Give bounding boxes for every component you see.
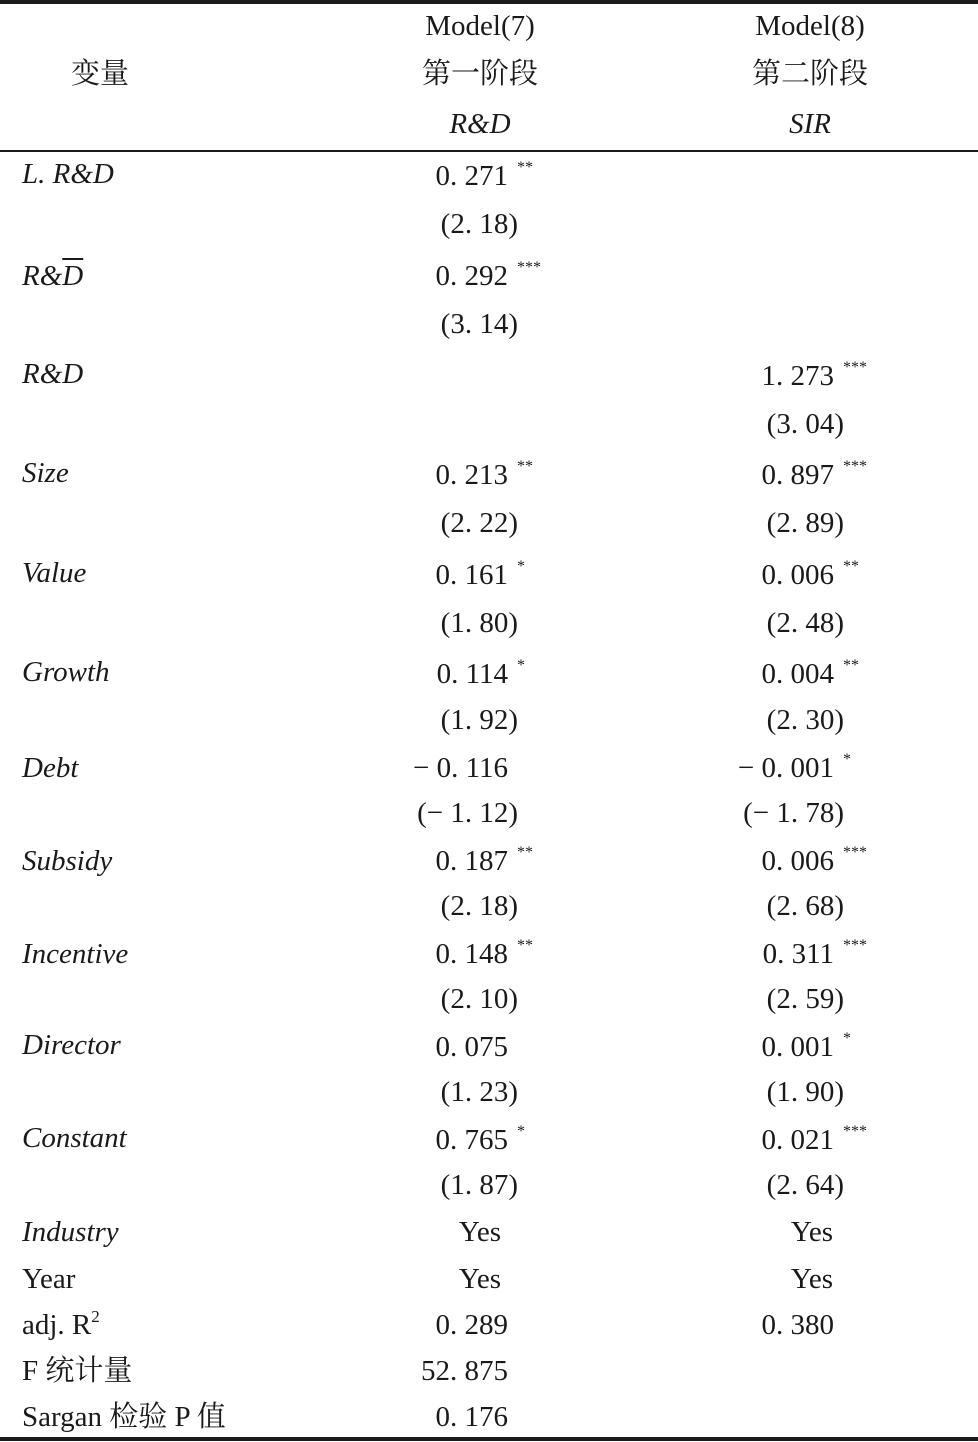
c1-significance-stars: *: [517, 657, 525, 674]
variable-name: R&D: [22, 358, 84, 390]
c2-t-statistic: (2. 68): [766, 890, 844, 922]
variable-label: [22, 1124, 127, 1153]
sargan-col1: 0. 176: [435, 1401, 508, 1433]
c2-t-statistic: (1. 90): [766, 1076, 844, 1108]
col1-depvar: R&D: [449, 108, 511, 140]
col1-stage: 第一阶段: [421, 58, 538, 90]
c2-significance-stars: **: [843, 558, 859, 575]
c2-significance-stars: **: [843, 657, 859, 674]
c2-coefficient: 0. 001: [761, 1031, 834, 1063]
f-stat-label: F 统计量: [22, 1355, 133, 1387]
c2-t-statistic: (− 1. 78): [743, 797, 844, 829]
c1-significance-stars: **: [517, 844, 533, 861]
variable-prefix: R&: [22, 260, 63, 292]
col1-model: Model(7): [425, 10, 535, 42]
variable-name: Debt: [22, 752, 79, 784]
c2-t-statistic: (2. 30): [766, 704, 844, 736]
c2-coefficient: 0. 021: [761, 1124, 834, 1156]
c2-coefficient: 0. 897: [761, 459, 834, 491]
col2-model: Model(8): [755, 10, 865, 42]
variable-label: [22, 160, 114, 189]
c2-significance-stars: ***: [843, 937, 867, 954]
variable-name: Director: [22, 1029, 121, 1061]
c2-t-statistic: (2. 64): [766, 1169, 844, 1201]
c1-coefficient: 0. 765: [435, 1124, 508, 1156]
variable-label: [22, 658, 110, 687]
variable-label: [22, 360, 83, 389]
c2-significance-stars: ***: [843, 844, 867, 861]
sargan-label: Sargan 检验 P 值: [22, 1401, 226, 1433]
variable-label: [22, 262, 83, 291]
c1-coefficient: − 0. 116: [412, 752, 508, 784]
c2-significance-stars: ***: [843, 1123, 867, 1140]
c1-coefficient: 0. 213: [435, 459, 508, 491]
variable-name: Constant: [22, 1122, 127, 1154]
variable-name: Growth: [22, 656, 110, 688]
variable-name: Subsidy: [22, 845, 113, 877]
variable-label: [22, 1031, 121, 1060]
c1-t-statistic: (− 1. 12): [417, 797, 518, 829]
variable-name: $\overline{D}$: [62, 260, 84, 292]
c2-t-statistic: (3. 04): [766, 408, 844, 440]
c1-t-statistic: (2. 10): [440, 983, 518, 1015]
c1-t-statistic: (2. 18): [440, 208, 518, 240]
industry-label: Industry: [22, 1216, 119, 1248]
c1-coefficient: 0. 271: [435, 160, 508, 192]
col2-stage: 第二阶段: [751, 58, 868, 90]
year-col2: Yes: [790, 1263, 834, 1295]
c2-coefficient: 0. 311: [762, 938, 834, 970]
year-col1: Yes: [458, 1263, 502, 1295]
variable-prefix: L.: [22, 158, 53, 190]
c1-significance-stars: ***: [517, 259, 541, 276]
variable-header: 变量: [70, 58, 129, 90]
top-rule: [0, 0, 978, 4]
c1-coefficient: 0. 161: [435, 559, 508, 591]
c2-significance-stars: *: [843, 751, 851, 768]
c1-coefficient: 0. 292: [435, 260, 508, 292]
variable-name: Incentive: [22, 938, 129, 970]
c2-significance-stars: ***: [843, 359, 867, 376]
f-stat-col1: 52. 875: [421, 1355, 508, 1387]
c1-t-statistic: (3. 14): [440, 308, 518, 340]
c2-coefficient: − 0. 001: [737, 752, 834, 784]
variable-label: [22, 847, 112, 876]
adj-r2-text: adj. R: [22, 1309, 92, 1341]
c1-t-statistic: (1. 92): [440, 704, 518, 736]
c1-significance-stars: *: [517, 558, 525, 575]
c1-significance-stars: **: [517, 159, 533, 176]
year-label: Year: [22, 1263, 76, 1295]
c2-significance-stars: ***: [843, 458, 867, 475]
variable-name: Size: [22, 457, 69, 489]
col2-depvar: SIR: [789, 108, 831, 140]
variable-label: [22, 754, 78, 783]
c2-significance-stars: *: [843, 1030, 851, 1047]
adj-r2-label: [22, 1307, 100, 1341]
c2-t-statistic: (2. 59): [766, 983, 844, 1015]
industry-col2: Yes: [790, 1216, 834, 1248]
c1-t-statistic: (1. 87): [440, 1169, 518, 1201]
c2-coefficient: 0. 004: [761, 658, 834, 690]
c1-significance-stars: **: [517, 937, 533, 954]
c1-significance-stars: **: [517, 458, 533, 475]
c1-coefficient: 0. 187: [435, 845, 508, 877]
industry-col1: Yes: [458, 1216, 502, 1248]
adj-r2-col1: 0. 289: [435, 1309, 508, 1341]
variable-label: [22, 559, 86, 588]
c2-t-statistic: (2. 48): [766, 607, 844, 639]
adj-r2-sup: 2: [91, 1307, 100, 1326]
c1-t-statistic: (2. 18): [440, 890, 518, 922]
c1-t-statistic: (2. 22): [440, 507, 518, 539]
c1-coefficient: 0. 075: [435, 1031, 508, 1063]
c2-coefficient: 0. 006: [761, 559, 834, 591]
variable-name: Value: [22, 557, 87, 589]
c1-coefficient: 0. 114: [436, 658, 508, 690]
c2-t-statistic: (2. 89): [766, 507, 844, 539]
c1-coefficient: 0. 148: [435, 938, 508, 970]
header-rule: [0, 150, 978, 152]
variable-label: [22, 459, 69, 488]
c1-t-statistic: (1. 80): [440, 607, 518, 639]
c1-t-statistic: (1. 23): [440, 1076, 518, 1108]
c2-coefficient: 0. 006: [761, 845, 834, 877]
adj-r2-col2: 0. 380: [761, 1309, 834, 1341]
variable-name: R&D: [52, 158, 114, 190]
bottom-rule: [0, 1437, 978, 1441]
variable-label: [22, 940, 128, 969]
c1-significance-stars: *: [517, 1123, 525, 1140]
c2-coefficient: 1. 273: [761, 360, 834, 392]
